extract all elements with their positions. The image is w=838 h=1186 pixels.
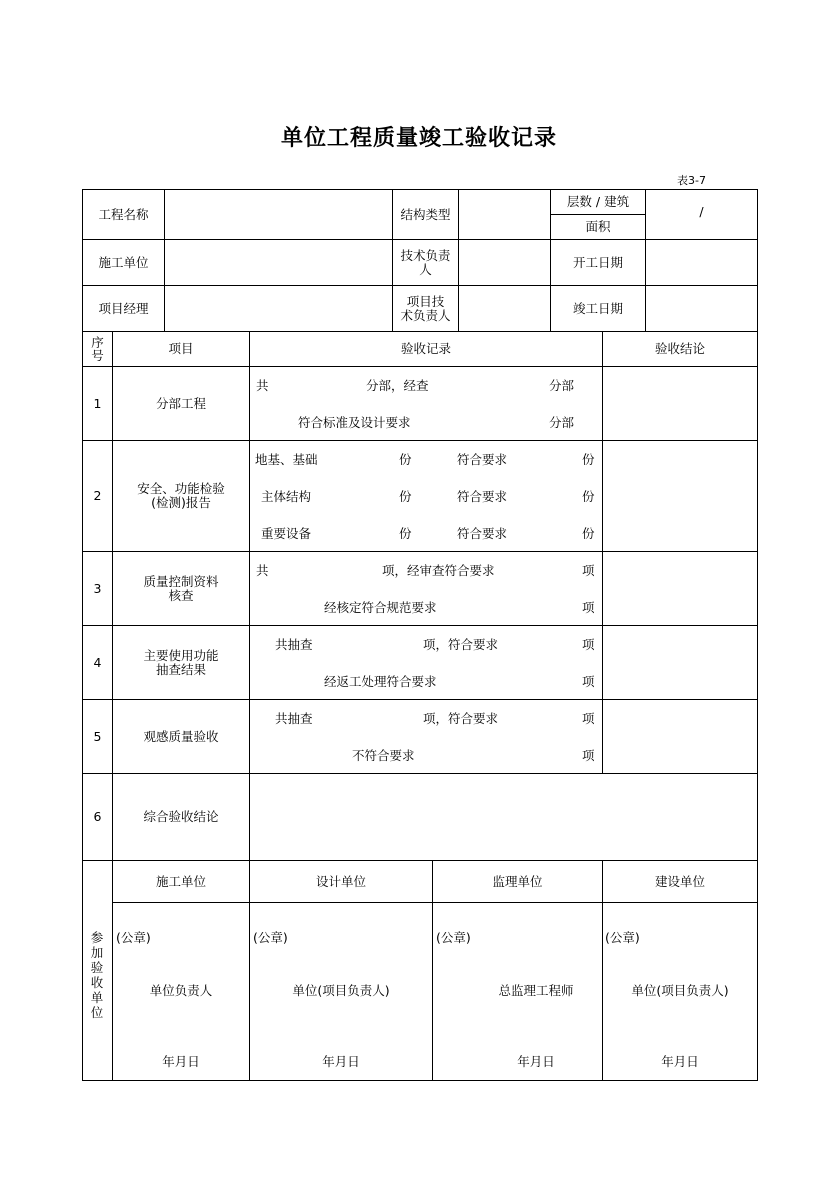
row4-name — [113, 626, 249, 699]
row1-name: 分部工程 — [155, 395, 206, 411]
sign-seal: (公章) — [436, 930, 471, 945]
row2-conclusion[interactable] — [603, 441, 757, 551]
sign-unit-name-supervision: 监理单位 — [492, 873, 543, 889]
project-name-label: 工程名称 — [98, 206, 149, 222]
row1-no: 1 — [93, 395, 102, 411]
proj-tech-lead-label — [393, 286, 458, 331]
proj-tech-lead-label-2: 术负责人 — [400, 307, 451, 323]
row5-conclusion[interactable] — [603, 700, 757, 773]
row1-gong: 共 — [256, 378, 269, 393]
vchar: 加 — [90, 945, 104, 960]
row2-item-fen2: 份 — [582, 452, 595, 467]
row3-xiang1: 项 — [582, 563, 595, 578]
proj-tech-lead-label-1: 项目技 — [406, 293, 445, 309]
sign-date: 年月日 — [322, 1054, 360, 1069]
project-manager-label: 项目经理 — [98, 300, 149, 316]
row5-no: 5 — [93, 728, 102, 744]
row5-xiang1: 项 — [582, 711, 595, 726]
row4-conclusion[interactable] — [603, 626, 757, 699]
sign-person: 单位负责人 — [149, 983, 213, 998]
row2-item-fuhe: 符合要求 — [457, 526, 508, 541]
row4-line2: 经返工处理符合要求 — [324, 674, 437, 689]
sign-unit-name-owner: 建设单位 — [654, 873, 705, 889]
vchar: 验 — [90, 960, 104, 975]
row2-item-label: 主体结构 — [261, 489, 312, 504]
sign-person: 单位(项目负责人) — [631, 983, 729, 998]
row3-name — [113, 552, 249, 625]
row2-name-2: (检测)报告 — [151, 495, 211, 510]
row5-line2: 不符合要求 — [352, 748, 415, 763]
row4-xiang2: 项 — [582, 674, 595, 689]
table-number: 表3-7 — [677, 174, 706, 187]
row1-conclusion[interactable] — [603, 367, 757, 440]
row1-fenbu2: 分部 — [549, 415, 575, 430]
row4-xiang1: 项 — [582, 637, 595, 652]
row6-name: 综合验收结论 — [143, 809, 219, 824]
row6-no: 6 — [93, 809, 102, 824]
floors-area-label-1: 层数 / 建筑 — [566, 194, 630, 209]
structure-type-value[interactable] — [459, 190, 550, 239]
row2-item-fen: 份 — [399, 489, 412, 504]
vchar: 单 — [90, 990, 104, 1005]
row3-name-2: 核查 — [168, 587, 194, 603]
floors-area-value[interactable]: / — [699, 203, 704, 219]
sign-date: 年月日 — [517, 1054, 555, 1069]
sign-seal: (公章) — [253, 930, 288, 945]
row5-xiang2: 项 — [582, 748, 595, 763]
row5-name: 观感质量验收 — [143, 728, 219, 744]
row3-no: 3 — [93, 580, 102, 596]
col-conclusion: 验收结论 — [654, 341, 705, 356]
proj-tech-lead-value[interactable] — [459, 286, 550, 331]
tech-lead-label-1: 技术负责 — [400, 247, 451, 263]
row3-line2: 经核定符合规范要求 — [324, 600, 437, 615]
row2-item-label: 地基、基础 — [255, 452, 318, 467]
row2-item-fen2: 份 — [582, 526, 595, 541]
tech-lead-value[interactable] — [459, 240, 550, 285]
col-item: 项目 — [168, 341, 194, 356]
tech-lead-label — [393, 240, 458, 285]
row5-line1: 项，符合要求 — [423, 711, 499, 726]
sign-person: 单位(项目负责人) — [292, 983, 390, 998]
col-seq-1: 序 — [91, 335, 104, 350]
row2-item-fuhe: 符合要求 — [457, 452, 508, 467]
col-record: 验收记录 — [400, 341, 451, 356]
row2-item-label: 重要设备 — [261, 526, 312, 541]
sign-unit-name-construction: 施工单位 — [155, 873, 206, 889]
row1-fuhe: 符合标准及设计要求 — [298, 415, 411, 430]
construction-unit-value[interactable] — [165, 240, 392, 285]
construction-unit-label: 施工单位 — [98, 254, 149, 270]
col-seq-2: 号 — [91, 348, 104, 363]
vchar: 收 — [90, 975, 104, 990]
tech-lead-label-2: 人 — [419, 261, 432, 277]
row2-name — [113, 441, 249, 551]
row3-conclusion[interactable] — [603, 552, 757, 625]
row5-gongchoucha: 共抽查 — [275, 711, 313, 726]
floors-area-label-2: 面积 — [585, 219, 611, 234]
row4-name-1: 主要使用功能 — [143, 647, 219, 663]
row3-name-1: 质量控制资料 — [143, 573, 219, 589]
page-title: 单位工程质量竣工验收记录 — [280, 126, 557, 151]
structure-type-label: 结构类型 — [400, 206, 451, 222]
row3-gong: 共 — [256, 563, 269, 578]
row4-line1: 项，符合要求 — [423, 637, 499, 652]
row2-name-1: 安全、功能检验 — [137, 481, 225, 496]
col-seq — [83, 332, 112, 366]
row4-name-2: 抽查结果 — [155, 661, 206, 677]
start-date-value[interactable] — [646, 240, 757, 285]
sign-vertical-label — [90, 930, 104, 1020]
completion-date-value[interactable] — [646, 286, 757, 331]
start-date-label: 开工日期 — [572, 254, 623, 270]
completion-date-label: 竣工日期 — [572, 300, 623, 316]
project-name-value[interactable] — [165, 190, 392, 239]
vchar: 参 — [90, 930, 104, 945]
row4-gongchoucha: 共抽查 — [275, 637, 313, 652]
sign-date: 年月日 — [162, 1054, 200, 1069]
row4-no: 4 — [93, 654, 102, 670]
sign-date: 年月日 — [661, 1054, 699, 1069]
row2-item-fen: 份 — [399, 452, 412, 467]
sign-unit-name-design: 设计单位 — [315, 873, 366, 889]
sign-person: 总监理工程师 — [498, 983, 574, 998]
row3-xiang2: 项 — [582, 600, 595, 615]
row6-conclusion[interactable] — [250, 774, 757, 860]
row2-item-fuhe: 符合要求 — [457, 489, 508, 504]
sign-seal: (公章) — [605, 930, 640, 945]
vchar: 位 — [90, 1005, 104, 1020]
row2-item-fen: 份 — [399, 526, 412, 541]
row3-line1: 项，经审查符合要求 — [382, 563, 495, 578]
row1-fenbu1: 分部 — [549, 378, 575, 393]
sign-seal: (公章) — [116, 930, 151, 945]
row2-item-fen2: 份 — [582, 489, 595, 504]
project-manager-value[interactable] — [165, 286, 392, 331]
row2-no: 2 — [93, 488, 102, 503]
row1-fenbu-jingcha: 分部，经查 — [366, 378, 429, 393]
